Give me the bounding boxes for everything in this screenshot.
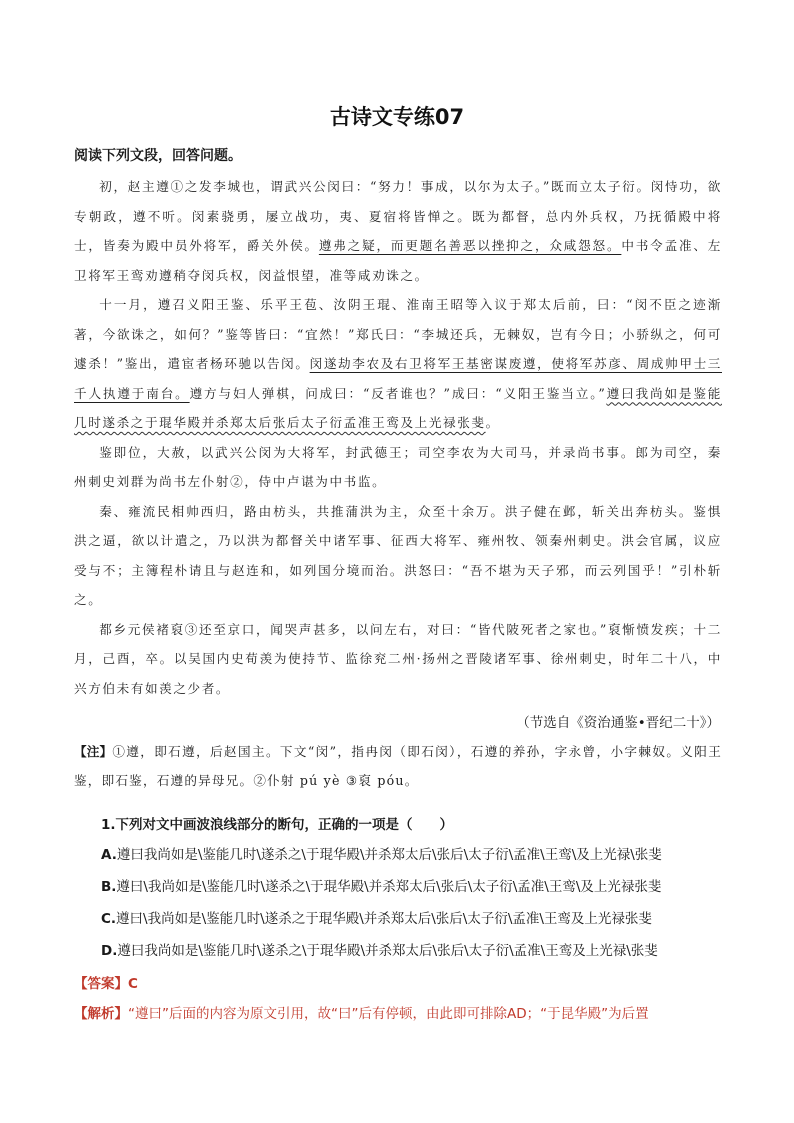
annotation-note [74,737,722,795]
option-text: 遵曰\我尚如是\鉴能几时\遂杀之于琨华殿\并杀郑太后\张后\太子衍\孟准\王鸾及上光禄张斐 [116,911,652,927]
question-stem: 1.下列对文中画波浪线部分的断句，正确的一项是（ ） [101,817,454,833]
answer-line [74,972,138,992]
underlined-sentence-1: 遵弗之疑，而更题名善恶以挫抑之，众咸怨怒。 [318,238,622,253]
option-key: D. [101,943,118,959]
option-key: A. [101,847,117,863]
analysis-text: “遵曰”后面的内容为原文引用，故“曰”后有停顿，由此即可排除AD；“于昆华殿”为后置 [128,1006,649,1022]
page-title: 古诗文专练07 [329,105,465,129]
passage-paragraph-4: 秦、雍流民相帅西归，路由枋头，共推蒲洪为主，众至十余万。洪子健在邺，斩关出奔枋头。鉴惧洪之逼，欲以计遣之，乃以洪为都督关中诸军事、征西大将军、雍州牧、领秦州刺史。洪会官属，议应受与不；主簿程朴请且与赵连和，如列国分境而治。洪怒曰：“吾不堪为天子邪，而云列国乎！”引朴斩之。 [74,503,722,607]
passage-paragraph-3: 鉴即位，大赦，以武兴公闵为大将军，封武德王；司空李农为大司马，并录尚书事。郎为司空，秦州刺史刘群为尚书左仆射②，侍中卢谌为中书监。 [74,444,722,489]
passage-source: （节选自《资治通鉴•晋纪二十》） [516,715,720,731]
option-d [101,939,658,959]
option-text: 遵曰我尚如是\鉴能几时\遂杀之\于琨华殿\并杀郑太后\张后\太子衍\孟准\王鸾\及上光禄\张斐 [116,847,662,863]
analysis-line [74,1002,734,1022]
option-text: 遵曰我尚如是\鉴能几时\遂杀之\于琨华殿\并杀郑太后\张后\太子衍\孟准\王鸾及上光禄\张斐 [117,943,658,959]
option-c [101,907,652,927]
note-text: ①遵，即石遵，后赵国主。下文“闵”，指冉闵（即石闵），石遵的养孙，字永曾，小字棘奴。义阳王鉴，即石鉴，石遵的异母兄。②仆射 pú yè ③裒 póu。 [74,744,723,788]
passage-text: 初，赵主遵①之发李城也，谓武兴公闵曰：“努力！事成，以尔为太子。”既而立太子衍。闵恃功，欲专朝政，遵不听。闵素骁勇，屡立战功，夷、夏宿将皆惮之。既为都督，总内外兵权，乃抚循殿中将士，皆奏为殿中员外将军，爵关外侯。 [74,179,722,253]
passage-paragraph-2 [74,290,722,438]
passage-paragraph-1 [74,172,722,290]
passage-paragraph-5: 都乡元侯褚裒③还至京口，闻哭声甚多，以问左右，对曰：“皆代陂死者之家也。”裒惭愤发疾；十二月，己酉，卒。以吴国内史荀羡为使持节、监徐兖二州·扬州之晋陵诸军事、徐州刺史，时年二十八，中兴方伯未有如羡之少者。 [74,621,722,696]
answer-tag: 【答案】 [74,976,128,992]
answer-value: C [128,976,138,992]
option-key: B. [101,879,117,895]
option-key: C. [101,911,117,927]
classical-passage [74,172,722,703]
analysis-tag: 【解析】 [74,1006,128,1022]
option-a [101,843,662,863]
passage-text: 。 [485,415,500,430]
passage-text: 遵方与妇人弹棋，问成曰：“反者谁也？”成曰：“义阳王鉴当立。” [189,385,607,401]
reading-instruction: 阅读下列文段，回答问题。 [74,148,242,164]
wavy-underlined-sentence: 遵曰我尚如是鉴能几时遂杀之于琨华殿并杀郑太后张后太子衍孟准王鸾及上光禄张斐 [74,385,722,430]
passage-text: 中书令孟准、左卫将军王鸾劝遵稍夺闵兵权，闵益恨望，准等咸劝诛之。 [74,238,722,283]
option-text: 遵曰\我尚如是\鉴能几时\遂杀之\于琨华殿\并杀郑太后\张后\太子衍\孟准\王鸾\及上光禄张斐 [116,879,662,895]
underlined-sentence-2: 闵遂劫李农及右卫将军王基密谋废遵，使将军苏彦、周成帅甲士三千人执遵于南台。 [74,356,722,401]
note-tag: 【注】 [74,744,113,759]
option-b [101,875,661,895]
passage-text: 十一月，遵召义阳王鉴、乐平王苞、汝阴王琨、淮南王昭等入议于郑太后前，曰：“闵不臣之迹渐著，今欲诛之，如何？”鉴等皆曰：“宜然！”郑氏曰：“李城还兵，无棘奴，岂有今日；小骄纵之，何可遽杀！”鉴出，遣宦者杨环驰以告闵。 [74,297,722,371]
